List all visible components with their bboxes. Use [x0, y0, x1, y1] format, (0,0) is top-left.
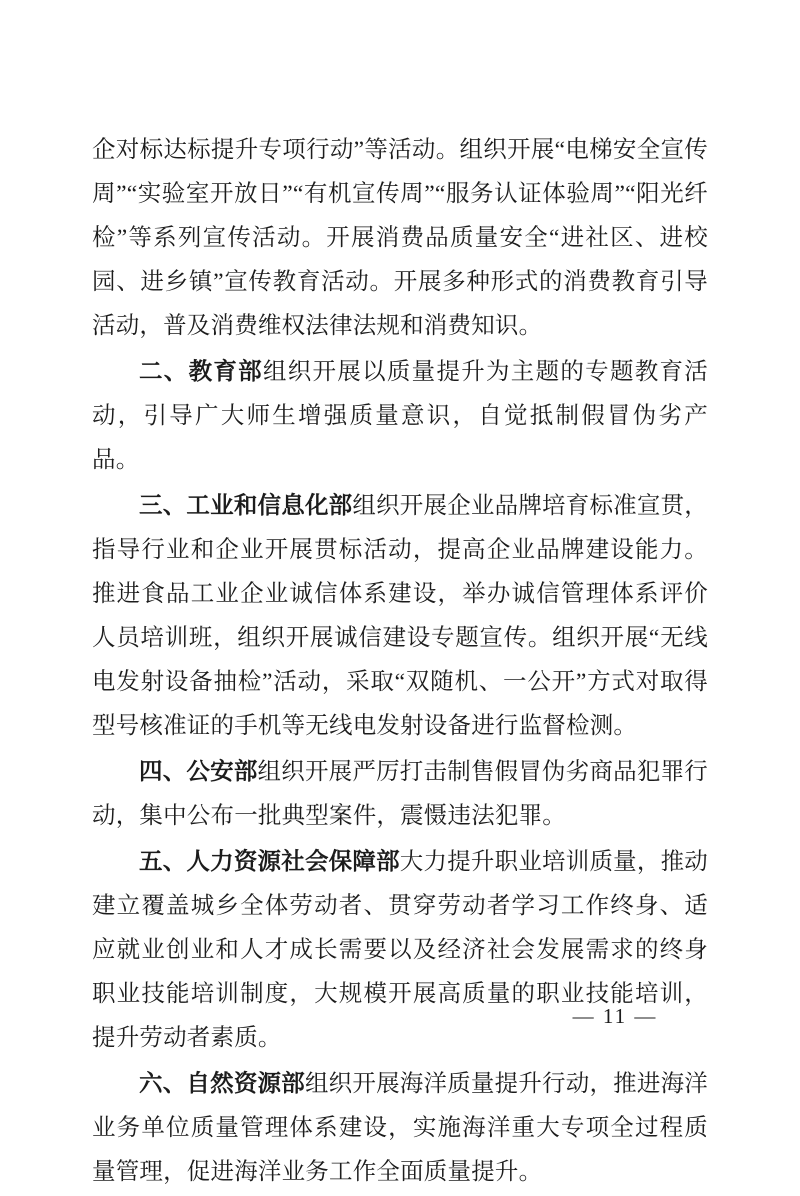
paragraph-lead: 五、人力资源社会保障部	[139, 849, 400, 875]
paragraph	[92, 1062, 708, 1194]
paragraph-text: 企对标达标提升专项行动”等活动。组织开展“电梯安全宣传周”“实验室开放日”“有机宣传周”“服务认证体验周”“阳光纤检”等系列宣传活动。开展消费品质量安全“进社区、进校园、进乡镇”宣传教育活动。开展多种形式的消费教育引导活动，普及消费维权法律法规和消费知识。	[92, 137, 708, 339]
paragraph-text: 组织开展以质量提升为主题的专题教育活动，引导广大师生增强质量意识，自觉抵制假冒伪劣产品。	[92, 359, 708, 473]
paragraph-lead: 三、工业和信息化部	[139, 493, 353, 519]
paragraph-lead: 四、公安部	[139, 759, 258, 785]
paragraph-text: 大力提升职业培训质量，推动建立覆盖城乡全体劳动者、贯穿劳动者学习工作终身、适应就业创业和人才成长需要以及经济社会发展需求的终身职业技能培训制度，大规模开展高质量的职业技能培训，提升劳动者素质。	[92, 849, 708, 1051]
page-number: — 11 —	[572, 1004, 658, 1028]
paragraph	[92, 350, 708, 482]
paragraph-lead: 六、自然资源部	[139, 1071, 305, 1097]
paragraph-text: 组织开展海洋质量提升行动，推进海洋业务单位质量管理体系建设，实施海洋重大专项全过程质量管理，促进海洋业务工作全面质量提升。	[92, 1071, 708, 1185]
paragraph-text: 组织开展严厉打击制售假冒伪劣商品犯罪行动，集中公布一批典型案件，震慑违法犯罪。	[92, 759, 708, 829]
paragraph	[92, 128, 708, 348]
paragraph-text: 组织开展企业品牌培育标准宣贯，指导行业和企业开展贯标活动，提高企业品牌建设能力。推进食品工业企业诚信体系建设，举办诚信管理体系评价人员培训班，组织开展诚信建设专题宣传。组织开展“无线电发射设备抽检”活动，采取“双随机、一公开”方式对取得型号核准证的手机等无线电发射设备进行监督检测。	[92, 493, 708, 739]
paragraph	[92, 484, 708, 748]
paragraph	[92, 750, 708, 838]
paragraph-lead: 二、教育部	[139, 359, 263, 385]
document-body	[92, 128, 708, 1196]
